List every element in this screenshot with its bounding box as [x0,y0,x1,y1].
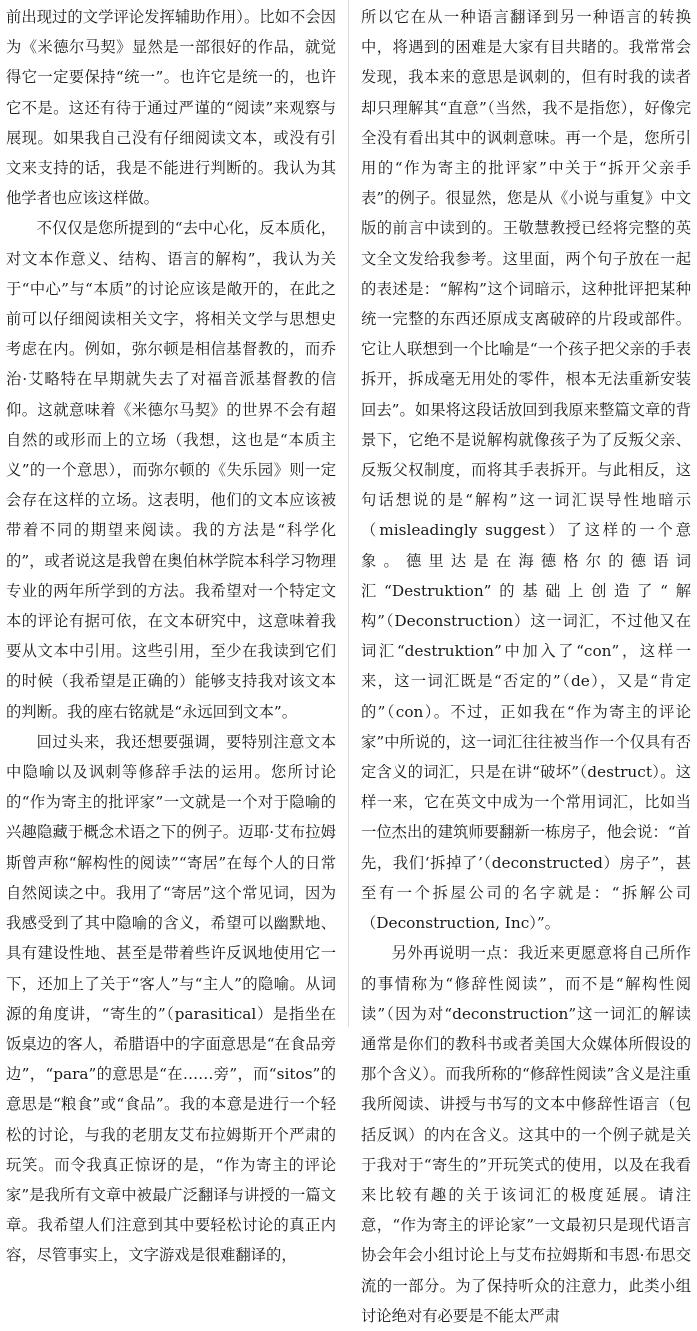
paragraph: 不仅仅是您所提到的“去中心化，反本质化，对文本作意义、结构、语言的解构”，我认为关于“中心”与“本质”的讨论应该是敞开的，在此之前可以仔细阅读相关文字，将相关文学与思想史考虑在内。例如，弥尔顿是相信基督教的，而乔治·艾略特在早期就失去了对福音派基督教的信仰。这就意味着《米德尔马契》的世界不会有超自然的或形而上的立场（我想，这也是“本质主义”的一个意思），而弥尔顿的《失乐园》则一定会存在这样的立场。这表明，他们的文本应该被带着不同的期望来阅读。我的方法是“科学化的”，或者说这是我曾在奥伯林学院本科学习物理专业的两年所学到的方法。我希望对一个特定文本的评论有据可依，在文本研究中，这意味着我要从文本中引用。这些引用，至少在我读到它们的时候（我希望是正确的）能够支持我对该文本的判断。我的座右铭就是“永远回到文本”。 [6,219,336,721]
paragraph: 所以它在从一种语言翻译到另一种语言的转换中，将遇到的困难是大家有目共睹的。我常常会发现，我本来的意思是讽刺的，但有时我的读者却只理解其“直意”（当然，我不是指您），好像完全没有看出其中的讽刺意味。再一个是，您所引用的“作为寄主的批评家”中关于“拆开父亲手表”的例子。很显然，您是从《小说与重复》中文版的前言中读到的。王敬慧教授已经将完整的英文全文发给我参考。这里面，两个句子放在一起的表述是：“解构”这个词暗示，这种批评把某种统一完整的东西还原成支离破碎的片段或部件。它让人联想到一个比喻是“一个孩子把父亲的手表拆开，拆成毫无用处的零件，根本无法重新安装回去”。如果将这段话放回到我原来整篇文章的背景下，它绝不是说解构就像孩子为了反叛父亲、反叛父权制度，而将其手表拆开。与此相反，这句话想说的是“解构”这一词汇误导性地暗示（misleadingly suggest）了这样的一个意象。德里达是在海德格尔的德语词汇“Destruktion”的基础上创造了“解构”（Deconstruction）这一词汇，不过他又在词汇“destruktion”中加入了“con”，这样一来，这一词汇既是“否定的”（de），又是“肯定的”（con）。不过，正如我在“作为寄主的评论家”中所说的，这一词汇往往被当作一个仅具有否定含义的词汇，只是在讲“破坏”（destruct）。这样一来，它在英文中成为一个常用词汇，比如当一位杰出的建筑师要翻新一栋房子，他会说：“首先，我们‘拆掉了’（deconstructed）房子”，甚至有一个拆屋公司的名字就是：“拆解公司（Deconstruction, Inc）”。 [361,8,691,933]
left-column [6,2,336,1265]
column-divider [348,0,349,1027]
right-column [361,2,691,1325]
paragraph: 另外再说明一点：我近来更愿意将自己所作的事情称为“修辞性阅读”，而不是“解构性阅读”（因为对“deconstruction”这一词汇的解读通常是你们的教科书或者美国大众媒体所假设的那个含义）。而我所称的“修辞性阅读”含义是注重我所阅读、讲授与书写的文本中修辞性语言（包括反讽）的内在含义。这其中的一个例子就是关于我对于“寄生的”开玩笑式的使用，以及在我看来比较有趣的关于该词汇的极度延展。请注意，“作为寄主的评论家”一文最初只是现代语言协会年会小组讨论上与艾布拉姆斯和韦恩·布思交流的一部分。为了保持听众的注意力，此类小组讨论绝对有必要是不能太严肃 [361,944,691,1325]
paragraph: 回过头来，我还想要强调，要特别注意文本中隐喻以及讽刺等修辞手法的运用。您所讨论的“作为寄主的批评家”一文就是一个对于隐喻的兴趣隐藏于概念术语之下的例子。迈耶·艾布拉姆斯曾声称“解构性的阅读”“寄居”在每个人的日常自然阅读之中。我用了“寄居”这个常见词，因为我感受到了其中隐喻的含义，希望可以幽默地、具有建设性地、甚至是带着些许反讽地使用它一下，还加上了关于“客人”与“主人”的隐喻。从词源的角度讲，“寄生的”（parasitical）是指坐在饭桌边的客人，希腊语中的字面意思是“在食品旁边”，“para”的意思是“在……旁”，而“sitos”的意思是“粮食”或“食品”。我的本意是进行一个轻松的讨论，与我的老朋友艾布拉姆斯开个严肃的玩笑。而令我真正惊讶的是，“作为寄主的评论家”是我所有文章中被最广泛翻译与讲授的一篇文章。我希望人们注意到其中要轻松讨论的真正内容，尽管事实上，文字游戏是很难翻译的， [6,732,336,1265]
paragraph: 前出现过的文学评论发挥辅助作用）。比如不会因为《米德尔马契》显然是一部很好的作品，就觉得它一定要保持“统一”。也许它是统一的，也许它不是。这还有待于通过严谨的“阅读”来观察与展现。如果我自己没有仔细阅读文本，或没有引文来支持的话，我是不能进行判断的。我认为其他学者也应该这样做。 [6,8,336,208]
